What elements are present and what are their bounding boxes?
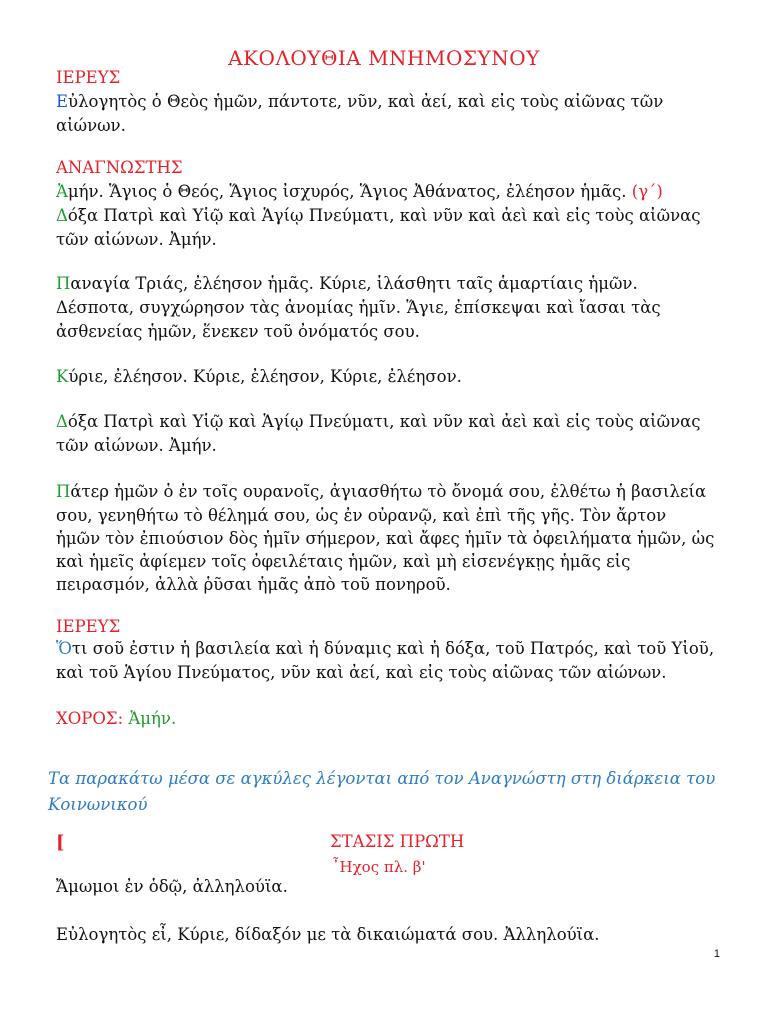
- initial-letter: Π: [56, 274, 71, 293]
- speaker-label-choir: ΧΟΡΟΣ:: [56, 709, 124, 728]
- text-line: καὶ ἡμεῖς ἀφίεμεν τοῖς ὀφειλέταις ἡμῶν, καὶ μὴ εἰσενέγκῃς ἡμᾶς εἰς: [56, 552, 631, 571]
- instruction-note: Κοινωνικού: [48, 795, 148, 814]
- text-line: [56, 484, 706, 501]
- initial-letter: Ὅ: [56, 639, 72, 658]
- tone-indicator: ῏Ηχος πλ. β': [332, 858, 426, 876]
- choir-line: [56, 711, 176, 728]
- choir-response: Ἀμήν.: [128, 709, 177, 728]
- stasis-heading: ΣΤΑΣΙΣ ΠΡΩΤΗ: [330, 832, 465, 851]
- initial-letter: Π: [56, 482, 71, 501]
- initial-letter: Δ: [56, 206, 68, 225]
- text-line: [56, 414, 701, 431]
- speaker-label-priest: ΙΕΡΕΥΣ: [56, 68, 121, 87]
- verse-line: Εὐλογητὸς εἶ, Κύριε, δίδαξόν με τὰ δικαιώματά σου. Ἀλληλούϊα.: [56, 925, 600, 944]
- verse-line: Ἄμωμοι ἐν ὁδῷ, ἀλληλούϊα.: [56, 877, 288, 896]
- opening-bracket: [: [56, 832, 65, 853]
- text-line: [56, 276, 638, 293]
- speaker-label-reader: ΑΝΑΓΝΩΣΤΗΣ: [56, 158, 183, 177]
- text-span: όξα Πατρὶ καὶ Υἱῷ καὶ Ἁγίῳ Πνεύματι, καὶ νῦν καὶ ἀεὶ καὶ εἰς τοὺς αἰῶνας: [67, 412, 701, 431]
- initial-letter: Κ: [56, 367, 69, 386]
- text-span: αναγία Τριάς, ἐλέησον ἡμᾶς. Κύριε, ἱλάσθητι ταῖς ἁμαρτίαις ἡμῶν.: [70, 274, 638, 293]
- text-line: αἰώνων.: [56, 116, 126, 135]
- text-line: ἡμῶν τὸν ἐπιούσιον δὸς ἡμῖν σήμερον, καὶ ἄφες ἡμῖν τὰ ὀφειλήματα ἡμῶν, ὡς: [56, 529, 715, 548]
- page-title: ΑΚΟΛΟΥΘΙΑ ΜΝΗΜΟΣΥΝΟΥ: [228, 46, 540, 70]
- repeat-mark: (γ΄): [631, 182, 663, 201]
- text-span: μήν. Ἅγιος ὁ Θεός, Ἅγιος ἰσχυρός, Ἅγιος Ἀθάνατος, ἐλέησον ἡμᾶς.: [67, 182, 627, 201]
- initial-letter: Δ: [56, 412, 68, 431]
- text-line: [56, 208, 701, 225]
- text-line: [56, 184, 663, 201]
- text-line: Δέσποτα, συγχώρησον τὰς ἀνομίας ἡμῖν. Ἅγιε, ἐπίσκεψαι καὶ ἴασαι τὰς: [56, 298, 661, 317]
- instruction-note: Τα παρακάτω μέσα σε αγκύλες λέγονται από τον Αναγνώστη στη διάρκεια του: [48, 769, 716, 788]
- speaker-label-priest: ΙΕΡΕΥΣ: [56, 617, 121, 636]
- text-span: όξα Πατρὶ καὶ Υἱῷ καὶ Ἁγίῳ Πνεύματι, καὶ νῦν καὶ ἀεὶ καὶ εἰς τοὺς αἰῶνας: [67, 206, 701, 225]
- text-line: τῶν αἰώνων. Ἀμήν.: [56, 230, 217, 249]
- initial-letter: Ἀ: [56, 182, 68, 201]
- text-line: [56, 641, 714, 658]
- text-line: σου, γενηθήτω τὸ θέλημά σου, ὡς ἐν οὐρανῷ, καὶ ἐπὶ τῆς γῆς. Τὸν ἄρτον: [56, 506, 667, 525]
- text-line: [56, 94, 663, 111]
- text-span: ύριε, ἐλέησον. Κύριε, ἐλέησον, Κύριε, ἐλέησον.: [68, 367, 462, 386]
- text-line: πειρασμόν, ἀλλὰ ῥῦσαι ἡμᾶς ἀπὸ τοῦ πονηροῦ.: [56, 575, 451, 594]
- text-span: άτερ ἡμῶν ὁ ἐν τοῖς ουρανοῖς, ἁγιασθήτω τὸ ὄνομά σου, ἐλθέτω ἡ βασιλεία: [70, 482, 707, 501]
- text-line: καὶ τοῦ Ἁγίου Πνεύματος, νῦν καὶ ἀεί, καὶ εἰς τοὺς αἰῶνας τῶν αἰώνων.: [56, 663, 667, 682]
- text-span: ὐλογητὸς ὁ Θεὸς ἡμῶν, πάντοτε, νῦν, καὶ ἀεί, καὶ εἰς τοὺς αἰῶνας τῶν: [68, 92, 664, 111]
- text-span: τι σοῦ ἐστιν ἡ βασιλεία καὶ ἡ δύναμις καὶ ἡ δόξα, τοῦ Πατρός, καὶ τοῦ Υἱοῦ,: [71, 639, 715, 658]
- page-number: 1: [713, 948, 720, 960]
- text-line: ἀσθενείας ἡμῶν, ἕνεκεν τοῦ ὀνόματός σου.: [56, 322, 420, 341]
- text-line: [56, 369, 462, 386]
- initial-letter: Ε: [56, 92, 69, 111]
- text-line: τῶν αἰώνων. Ἀμήν.: [56, 436, 217, 455]
